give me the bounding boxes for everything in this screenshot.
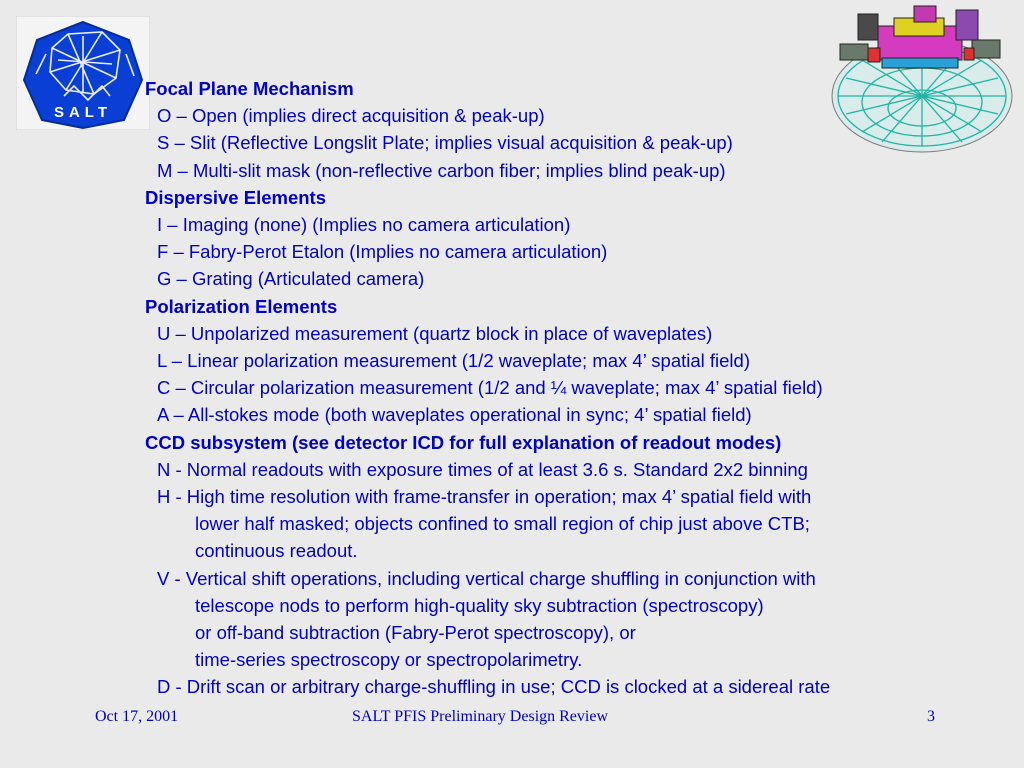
list-item-continuation: telescope nods to perform high-quality sky subtraction (spectroscopy) <box>195 594 764 616</box>
list-item: I – Imaging (none) (Implies no camera articulation) <box>157 214 571 236</box>
list-item: C – Circular polarization measurement (1/2 and ¼ waveplate; max 4’ spatial field) <box>157 377 823 399</box>
list-item: L – Linear polarization measurement (1/2 waveplate; max 4’ spatial field) <box>157 350 750 372</box>
list-item-continuation: continuous readout. <box>195 540 358 562</box>
section-heading-dispersive: Dispersive Elements <box>145 186 326 208</box>
slide-body <box>145 75 1015 701</box>
list-item: U – Unpolarized measurement (quartz block in place of waveplates) <box>157 322 713 344</box>
footer-title: SALT PFIS Preliminary Design Review <box>352 708 609 725</box>
list-item-continuation: or off-band subtraction (Fabry-Perot spectroscopy), or <box>195 622 636 644</box>
footer-page-number: 3 <box>927 708 935 725</box>
list-item: O – Open (implies direct acquisition & peak-up) <box>157 105 545 127</box>
section-heading-polarization: Polarization Elements <box>145 295 338 317</box>
list-item-continuation: lower half masked; objects confined to small region of chip just above CTB; <box>195 513 810 535</box>
list-item: A – All-stokes mode (both waveplates operational in sync; 4’ spatial field) <box>157 404 752 426</box>
list-item: S – Slit (Reflective Longslit Plate; implies visual acquisition & peak-up) <box>157 132 733 154</box>
salt-logo-icon <box>16 16 150 130</box>
section-heading-ccd: CCD subsystem (see detector ICD for full explanation of readout modes) <box>145 431 782 453</box>
list-item: H - High time resolution with frame-transfer in operation; max 4’ spatial field with <box>157 486 812 508</box>
list-item: G – Grating (Articulated camera) <box>157 268 425 290</box>
list-item: V - Vertical shift operations, including vertical charge shuffling in conjunction with <box>157 567 816 589</box>
list-item: M – Multi-slit mask (non-reflective carbon fiber; implies blind peak-up) <box>157 159 726 181</box>
footer-date: Oct 17, 2001 <box>95 708 179 725</box>
list-item: D - Drift scan or arbitrary charge-shuffling in use; CCD is clocked at a sidereal rate <box>157 676 831 698</box>
section-heading-focal-plane: Focal Plane Mechanism <box>145 78 354 99</box>
logo-text: SALT <box>53 104 113 121</box>
list-item: F – Fabry-Perot Etalon (Implies no camera articulation) <box>157 241 608 263</box>
list-item: N - Normal readouts with exposure times of at least 3.6 s. Standard 2x2 binning <box>157 458 808 480</box>
list-item-continuation: time-series spectroscopy or spectropolarimetry. <box>195 649 583 671</box>
